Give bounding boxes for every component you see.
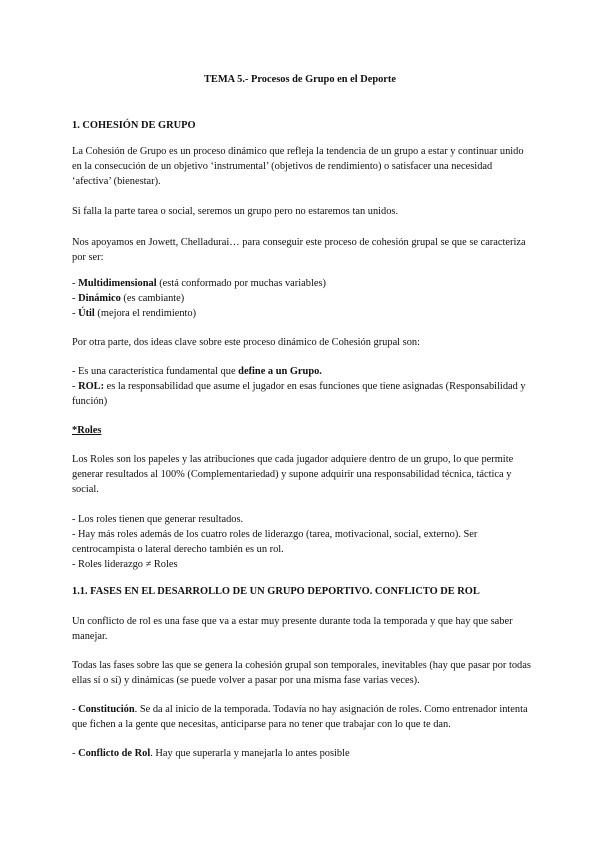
list-item: - Hay más roles además de los cuatro roles de liderazgo (tarea, motivacional, social, externo). Ser centrocampista o lateral derecho también es un rol. <box>72 529 478 555</box>
term-util: Útil <box>78 308 95 319</box>
list-item: - Multidimensional (está conformado por muchas variables) <box>72 278 326 289</box>
list-item: - Útil (mejora el rendimiento) <box>72 308 197 319</box>
characteristics-list <box>72 276 532 321</box>
phase-conflicto-de-rol: - Conflicto de Rol. Hay que superarla y manejarla lo antes posible <box>72 748 350 759</box>
list-item: - Dinámico (es cambiante) <box>72 293 185 304</box>
paragraph-roles: Los Roles son los papeles y las atribuciones que cada jugador adquiere dentro de un grupo, lo que permite generar resultados al 100% (Complementariedad) y supone adquirir una responsabilidad técnica, táctica y social. <box>72 454 514 495</box>
list-item: - Roles liderazgo ≠ Roles <box>72 559 178 570</box>
roles-list <box>72 512 532 572</box>
term-rol: ROL: <box>78 381 105 392</box>
paragraph-phases: Todas las fases sobre las que se genera la cohesión grupal son temporales, inevitables (hay que pasar por todas ellas sí o sí) y dinámicas (se puede volver a pasar por una misma fase varias veces). <box>72 660 531 686</box>
key-ideas-list <box>72 364 532 409</box>
paragraph-role-conflict: Un conflicto de rol es una fase que va a estar muy presente durante toda la temporada y que hay que saber manejar. <box>72 616 513 642</box>
paragraph-task-social: Si falla la parte tarea o social, seremos un grupo pero no estaremos tan unidos. <box>72 206 399 217</box>
term-multidimensional: Multidimensional <box>78 278 157 289</box>
paragraph-key-ideas: Por otra parte, dos ideas clave sobre este proceso dinámico de Cohesión grupal son: <box>72 337 420 348</box>
paragraph-definition: La Cohesión de Grupo es un proceso dinámico que refleja la tendencia de un grupo a estar y continuar unido en la consecución de un objetivo ‘instrumental’ (objetivos de rendimiento) o satisfacer una necesidad ‘afectiva’ (bienestar). <box>72 146 524 187</box>
list-item: - Los roles tienen que generar resultados. <box>72 514 244 525</box>
phase-constitucion: - Constitución. Se da al inicio de la temporada. Todavía no hay asignación de roles. Como entrenador intenta que fichen a la gente que necesitas, anticiparse para no tener que trabajar con lo que te dan. <box>72 704 528 730</box>
document-title: TEMA 5.- Procesos de Grupo en el Deporte <box>203 74 396 85</box>
section-heading-cohesion: 1. COHESIÓN DE GRUPO <box>72 120 196 131</box>
term-dinamico: Dinámico <box>78 293 121 304</box>
list-item: - Es una característica fundamental que define a un Grupo. <box>72 366 322 377</box>
list-item: - ROL: es la responsabilidad que asume el jugador en esas funciones que tiene asignadas (Responsabilidad y función) <box>72 381 526 407</box>
section-heading-phases: 1.1. FASES EN EL DESARROLLO DE UN GRUPO DEPORTIVO. CONFLICTO DE ROL <box>72 586 480 597</box>
paragraph-authors: Nos apoyamos en Jowett, Chelladurai… para conseguir este proceso de cohesión grupal se que se caracteriza por ser: <box>72 237 526 263</box>
roles-heading: *Roles <box>72 425 102 436</box>
